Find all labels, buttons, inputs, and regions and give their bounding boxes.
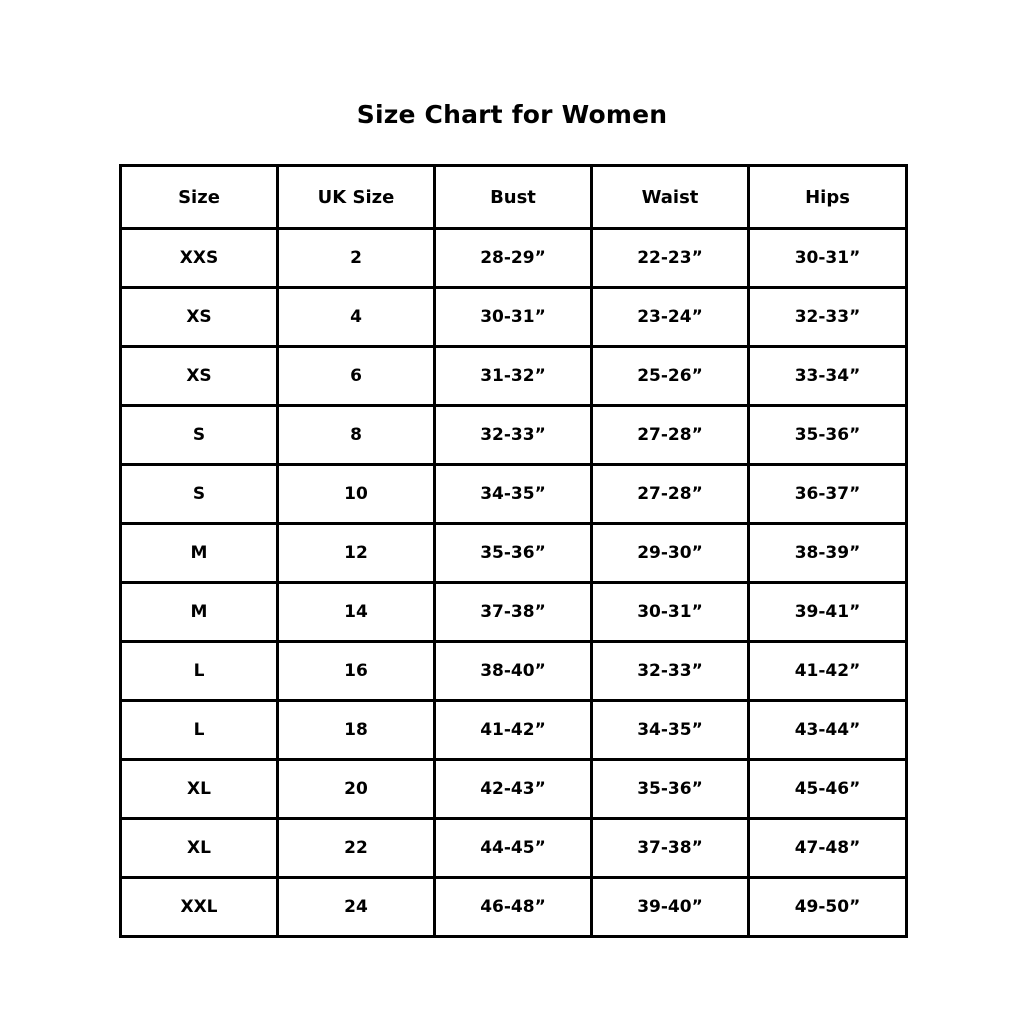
cell-size: M [121,583,278,642]
column-header-waist: Waist [592,166,749,229]
column-header-size: Size [121,166,278,229]
cell-hips: 49-50” [749,878,907,937]
cell-hips: 36-37” [749,465,907,524]
cell-waist: 39-40” [592,878,749,937]
cell-size: S [121,465,278,524]
cell-size: S [121,406,278,465]
cell-size: XL [121,819,278,878]
page-title: Size Chart for Women [356,100,668,129]
cell-bust: 35-36” [435,524,592,583]
column-header-uk-size: UK Size [278,166,435,229]
cell-waist: 30-31” [592,583,749,642]
table-row [121,701,907,760]
cell-uk-size: 2 [278,229,435,288]
cell-uk-size: 12 [278,524,435,583]
cell-size: XXL [121,878,278,937]
cell-waist: 29-30” [592,524,749,583]
cell-hips: 30-31” [749,229,907,288]
size-chart-table-container [119,164,905,938]
table-row [121,819,907,878]
cell-bust: 30-31” [435,288,592,347]
cell-uk-size: 20 [278,760,435,819]
cell-size: XL [121,760,278,819]
cell-bust: 28-29” [435,229,592,288]
cell-size: L [121,642,278,701]
table-row [121,465,907,524]
cell-bust: 44-45” [435,819,592,878]
table-header [121,166,907,229]
cell-uk-size: 24 [278,878,435,937]
cell-waist: 32-33” [592,642,749,701]
column-header-bust: Bust [435,166,592,229]
column-header-hips: Hips [749,166,907,229]
cell-bust: 46-48” [435,878,592,937]
cell-size: L [121,701,278,760]
table-row [121,406,907,465]
cell-size: XS [121,288,278,347]
cell-uk-size: 6 [278,347,435,406]
cell-waist: 35-36” [592,760,749,819]
cell-bust: 38-40” [435,642,592,701]
table-header-row [121,166,907,229]
table-row [121,229,907,288]
cell-hips: 39-41” [749,583,907,642]
cell-uk-size: 14 [278,583,435,642]
cell-hips: 38-39” [749,524,907,583]
size-chart-table [119,164,908,938]
cell-hips: 45-46” [749,760,907,819]
cell-uk-size: 18 [278,701,435,760]
table-row [121,524,907,583]
cell-bust: 37-38” [435,583,592,642]
table-row [121,760,907,819]
cell-hips: 35-36” [749,406,907,465]
table-row [121,347,907,406]
cell-bust: 34-35” [435,465,592,524]
cell-uk-size: 4 [278,288,435,347]
table-row [121,878,907,937]
cell-waist: 34-35” [592,701,749,760]
table-body [121,229,907,937]
cell-hips: 47-48” [749,819,907,878]
cell-waist: 25-26” [592,347,749,406]
cell-hips: 43-44” [749,701,907,760]
cell-uk-size: 16 [278,642,435,701]
cell-waist: 27-28” [592,465,749,524]
cell-uk-size: 22 [278,819,435,878]
table-row [121,642,907,701]
table-row [121,288,907,347]
cell-hips: 33-34” [749,347,907,406]
cell-waist: 22-23” [592,229,749,288]
cell-bust: 41-42” [435,701,592,760]
cell-size: XS [121,347,278,406]
cell-bust: 32-33” [435,406,592,465]
cell-bust: 42-43” [435,760,592,819]
cell-waist: 37-38” [592,819,749,878]
table-row [121,583,907,642]
cell-hips: 32-33” [749,288,907,347]
cell-waist: 23-24” [592,288,749,347]
cell-hips: 41-42” [749,642,907,701]
cell-uk-size: 8 [278,406,435,465]
cell-bust: 31-32” [435,347,592,406]
cell-uk-size: 10 [278,465,435,524]
cell-size: XXS [121,229,278,288]
cell-waist: 27-28” [592,406,749,465]
cell-size: M [121,524,278,583]
